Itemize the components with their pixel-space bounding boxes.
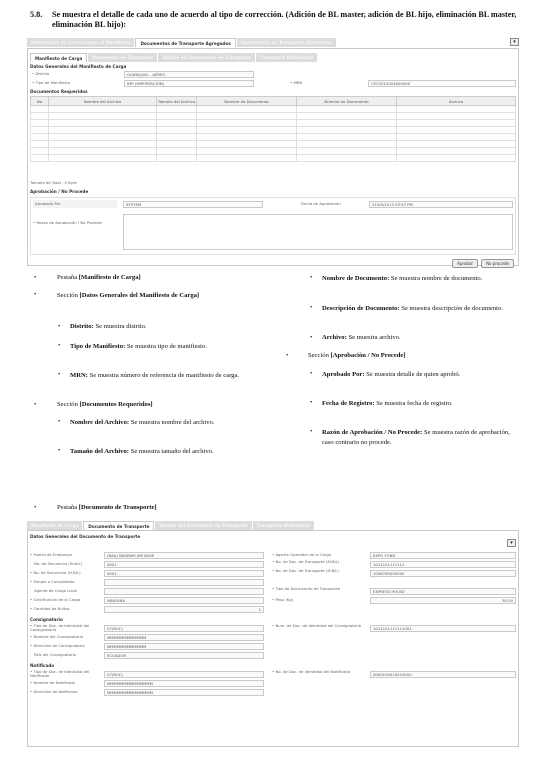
tab-detalle-documento[interactable]: Detalle del Documento de Transporte xyxy=(158,53,254,62)
distrito-value: GUAYAQUIL - AÉREO xyxy=(124,71,254,78)
tab-transporte-multimodal[interactable]: Transporte Multimodal xyxy=(253,521,315,530)
chevron-down-icon: ▾ xyxy=(510,540,513,546)
razon-textarea[interactable] xyxy=(123,214,513,250)
tipo-manifiesto-value: IMP (IMPORTACIÓN) xyxy=(124,80,254,87)
no-procede-button[interactable]: No procede xyxy=(481,259,514,268)
consignee-pais-value: ECUADOR xyxy=(104,652,264,659)
col-nombre-documento: Nombre de Documento xyxy=(197,97,297,106)
consignee-pais-label: País del Consignatario xyxy=(34,652,77,657)
tab-documentos-agregados[interactable]: Documentos de Transporte Agregados xyxy=(135,38,235,47)
docs-header: Documentos Requeridos xyxy=(30,89,88,94)
consignee-nombre-label: • Nombre del Consignatario xyxy=(30,634,84,639)
section-text: Se muestra el detalle de cada uno de acuerdo al tipo de corrección. (Adición de BL master, adición de BL hijo, eliminación BL master, eliminación BL hijo): xyxy=(52,10,517,29)
secuencia-hbl-value: 0001 xyxy=(104,570,264,577)
docs-table xyxy=(30,96,516,162)
top-tabs xyxy=(27,38,336,47)
table-row xyxy=(31,141,516,148)
col-tamano-archivo: Tamaño del Archivo xyxy=(157,98,196,104)
agente-carga-label: Agente de Carga Local xyxy=(34,588,77,593)
tab-manifiesto-carga[interactable]: Manifiesto de Carga xyxy=(27,521,82,530)
agente-operador-label: • Agente Operador de la Carga xyxy=(272,552,332,557)
simple-consolidado-value xyxy=(104,579,264,586)
tab-detalle-documento[interactable]: Detalle del Documento de Transporte xyxy=(155,521,251,530)
puerto-embarque-value: (BAA) BAGRAM AIR BASE xyxy=(104,552,264,559)
table-row xyxy=(31,120,516,127)
transport-panel xyxy=(27,530,519,747)
tipo-documento-value: EXPRESS HOUSE xyxy=(370,588,516,595)
notified-num-value: 0000100010010000 xyxy=(370,671,516,678)
secuencia-hndl-value: 0001 xyxy=(104,561,264,568)
distrito-label: • Distrito xyxy=(32,71,50,76)
notified-direccion-label: • Dirección de Notificado xyxy=(30,689,78,694)
tab-manifiesto-carga[interactable]: Manifiesto de Carga xyxy=(30,53,87,62)
consignee-num-label: • Num. de Doc. de Identidad del Consignatario xyxy=(272,623,361,628)
transport-header: Datos Generales del Documento de Transporte xyxy=(30,534,141,539)
tab-documento-transporte[interactable]: Documento de Transporte xyxy=(88,53,157,62)
notified-tipo-label: • Tipo de Doc. de Identidad del Notificado xyxy=(30,669,90,678)
clasificacion-label: • Clasificación de la Carga xyxy=(30,597,81,602)
size-total: Tamaño de Total : 0 Byte xyxy=(30,180,77,185)
notified-tipo-value: 07(RUC) xyxy=(104,671,264,678)
table-row xyxy=(31,113,516,120)
aprobado-label: Aprobado Por xyxy=(33,200,117,208)
consignee-tipo-value: 07(RUC) xyxy=(104,625,264,632)
notified-num-label: • No. de Doc. de Identidad del Notificado xyxy=(272,669,351,674)
consignee-num-value: 1011101111111001 xyxy=(370,625,516,632)
approval-header: Aprobación / No Procede xyxy=(30,189,89,194)
section-number: 5.8. xyxy=(30,10,43,19)
doc-mbl-value: 1011101111111 xyxy=(370,561,516,568)
col-nombre-archivo: Nombre del Archivo xyxy=(49,97,157,106)
mrn-value: CEC2012004000090 xyxy=(368,80,516,87)
chevron-down-icon: ▾ xyxy=(513,39,516,45)
tab-documentos-eliminados[interactable]: Documentos de Transporte Eliminados xyxy=(237,38,336,47)
consignee-header: Consignatario xyxy=(30,617,63,622)
doc-hbl-label: • No. de Doc. de Transporte (H-B/L) xyxy=(272,568,340,573)
col-archivo: Archivo xyxy=(397,97,516,106)
cantidad-bultos-label: • Cantidad de Bultos xyxy=(30,606,70,611)
puerto-embarque-label: • Puerto de Embarque xyxy=(30,552,73,557)
consignee-nombre-value: MMMMMMMMMMMM xyxy=(104,634,264,641)
notified-direccion-value: MMMMMMMMMMMMMM xyxy=(104,689,264,696)
mrn-label: • MRN xyxy=(290,80,303,85)
table-row xyxy=(31,155,516,162)
simple-consolidado-label: • Simple o Consolidado xyxy=(30,579,75,584)
fecha-aprobacion-value: 21/05/2013 03:57 PM xyxy=(369,201,513,208)
agente-carga-value xyxy=(104,588,264,595)
table-header-row xyxy=(31,97,516,106)
secuencia-hndl-label: No. de Secuencia (Hnd/L) xyxy=(34,561,83,566)
screen-manifest xyxy=(27,38,519,266)
clasificacion-value: NINGUNA xyxy=(104,597,264,604)
general-header: Datos Generales del Manifiesto de Carga xyxy=(30,64,127,69)
doc-hbl-value: 1098765000000 xyxy=(370,570,516,577)
manifest-panel xyxy=(27,48,519,266)
dropdown-toggle[interactable] xyxy=(510,38,519,46)
tab-informacion-correcciones[interactable]: Información de Correcciones al Manifiesto xyxy=(27,38,134,47)
screen-transport xyxy=(27,521,519,747)
consignee-tipo-label: • Tipo de Doc. de Identidad del Consignatario xyxy=(30,623,90,632)
aprobado-value: SYSTEM xyxy=(123,201,263,208)
aprobar-button[interactable]: Aprobar xyxy=(452,259,478,268)
notified-header: Notificado xyxy=(30,663,55,668)
col-numero-documento: Número de Documento xyxy=(297,97,397,106)
table-row xyxy=(31,148,516,155)
secuencia-hbl-label: • No. de Secuencia (H-B/L) xyxy=(30,570,81,575)
col-no: No xyxy=(31,97,49,106)
tab-documento-transporte[interactable]: Documento de Transporte xyxy=(83,521,154,530)
dropdown-toggle[interactable] xyxy=(507,539,516,547)
table-row xyxy=(31,134,516,141)
fecha-aprobacion-label: Fecha de Aprobación xyxy=(301,201,341,206)
tipo-manifiesto-label: • Tipo de Manifiesto xyxy=(32,80,71,85)
cantidad-bultos-value: 1 xyxy=(104,606,264,613)
approval-box xyxy=(30,197,516,255)
notified-nombre-label: • Nombre de Notificado xyxy=(30,680,75,685)
tab-transporte-multimodal[interactable]: Transporte Multimodal xyxy=(256,53,318,62)
table-row xyxy=(31,127,516,134)
consignee-direccion-label: • Dirección de Consignatario xyxy=(30,643,85,648)
transport-tabs xyxy=(27,521,314,530)
agente-operador-value: EXPO FOND xyxy=(370,552,516,559)
peso-value: 30.00 xyxy=(370,597,516,604)
peso-label: • Peso (Kg) xyxy=(272,597,294,602)
table-row xyxy=(31,106,516,113)
consignee-direccion-value: MMMMMMMMMMMM xyxy=(104,643,264,650)
approval-buttons xyxy=(452,259,514,268)
razon-label: • Razón de Aprobación / No Procede xyxy=(33,220,102,225)
sub-tabs xyxy=(30,53,317,62)
doc-mbl-label: • No. de Doc. de Transporte (M-B/L) xyxy=(272,559,340,564)
notified-nombre-value: MMMMMMMMMMMMMM xyxy=(104,680,264,687)
tipo-documento-label: • Tipo de Documento de Transporte xyxy=(272,586,340,591)
